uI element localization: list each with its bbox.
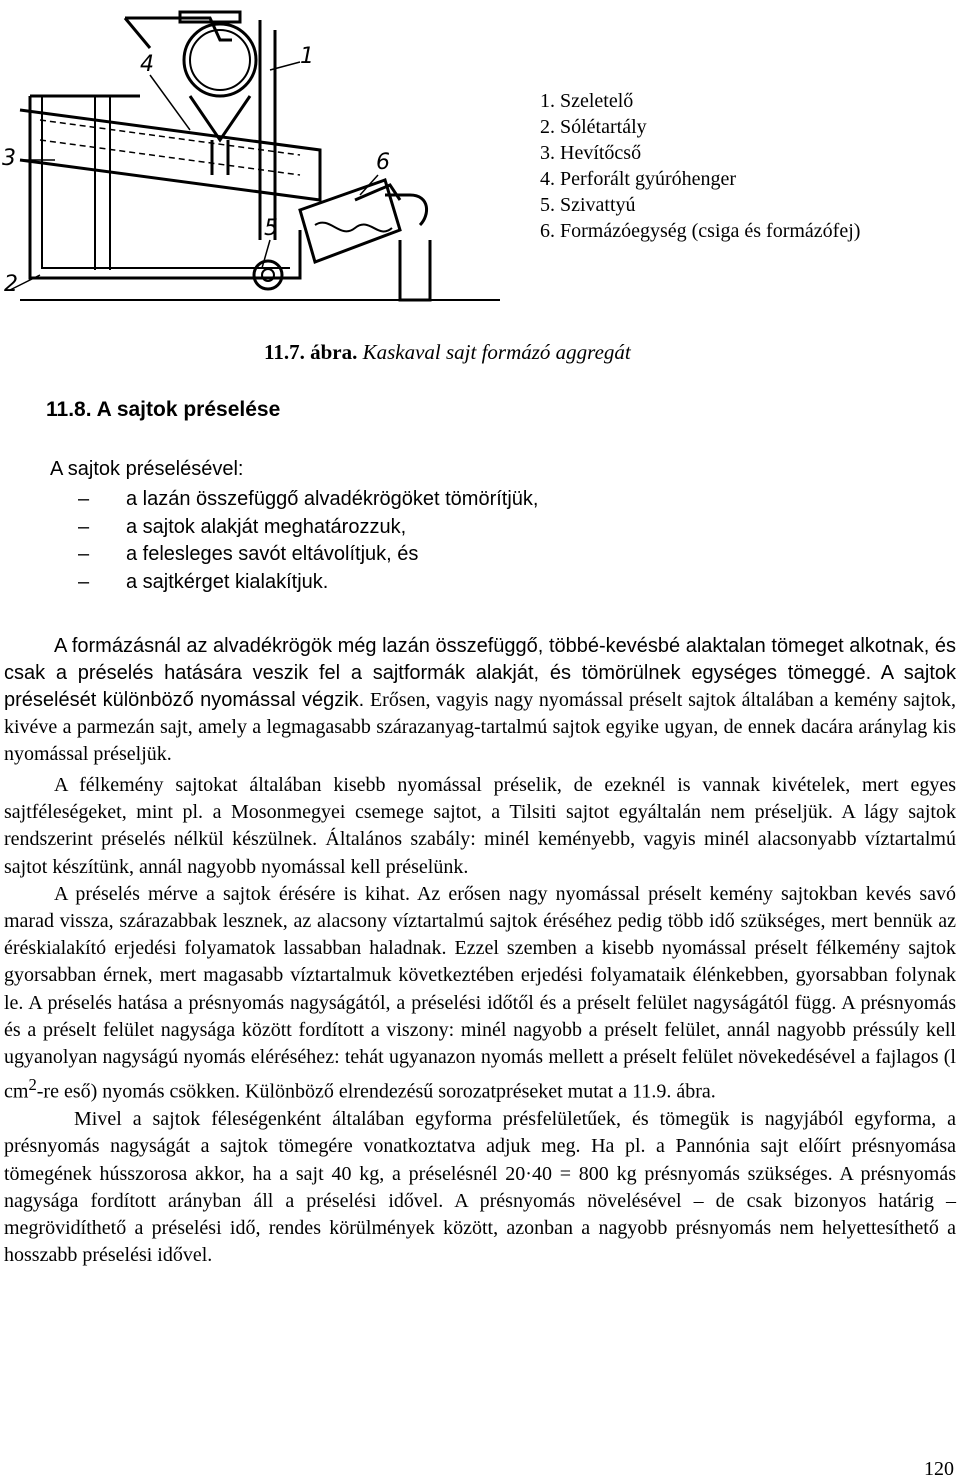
page-number: 120 [924,1458,954,1480]
label-6: 6 [376,150,390,175]
machine-diagram [0,0,540,330]
machine-drawing [0,0,540,330]
paragraph-3 [4,881,956,1106]
paragraph-3-end: -re eső) nyomás csökken. Különböző elrendezésű sorozatpréseket mutat a 11.9. ábra. [36,1080,716,1103]
label-3: 3 [2,146,16,171]
bullet-text: a sajtok alakját meghatározzuk, [126,515,407,538]
legend-item: 4. Perforált gyúróhenger [540,168,737,190]
paragraph-1 [4,633,956,768]
label-4: 4 [140,52,154,77]
bullet-dash: – [78,515,90,538]
body-text [4,772,956,1269]
paragraph-2: A félkemény sajtokat általában kisebb nyomással préselik, de ezeknél is vannak kivételek, mert egyes sajtféleségeket, mint pl. a Mosonmegyei csemege sajtot, a Tilsiti sajtot egyáltalán nem préseljük. A lágy sajtok rendszerint préselés nélkül készülnek. Általános szabály: minél keményebb, vagyis minél alacsonyabb víztartalmú sajtot készítünk, annál nagyobb nyomással kell préselünk. [4,774,956,878]
list-item [78,486,538,514]
paragraph-4: Mivel a sajtok féleségenként általában egyforma présfelületűek, és tömegük is nagyjából egyforma, a présnyomás nagyságát a sajtok tömegére vonatkoztatva adjuk meg. Ha pl. a Pannónia sajt előírt présnyomása tömegének hússzorosa akkor, ha a sajt 40 kg, a préselésnél 20·40 = 800 kg présnyomás szükséges. A présnyomás nagysága fordított arányban áll a préselési idővel. A présnyomás növelésével – de csak bizonyos határig – megrövidíthető a préselési idő, rendes körülmények között, azonban a nagyobb présnyomás nem helyettesíthető a hosszabb préselési idővel. [4,1108,956,1267]
paragraph-1-sans: A formázásnál az alvadékrögök még lazán összefüggő, többé-kevésbé alaktalan tömeget alkotnak, és csak a préselés hatására veszik fel a sajtformák alakját, és tömörülnek egységes tömeggé. A sajtok préselését különböző nyomással végzik. [4,635,956,711]
bullet-dash: – [78,488,90,510]
legend-item: 5. Szivattyú [540,194,636,216]
caption-text: Kaskaval sajt formázó aggregát [362,340,631,364]
bullet-dash: – [78,543,90,565]
legend-item: 1. Szeletelő [540,90,634,112]
bullet-list [78,486,538,596]
label-5: 5 [264,216,278,241]
list-item [78,514,538,542]
list-item [78,569,538,597]
figure-legend [540,88,860,244]
bullet-text: a felesleges savót eltávolítjuk, és [126,543,419,565]
figure-caption [264,340,631,365]
bullet-text: a sajtkérget kialakítjuk. [126,570,329,593]
legend-item: 3. Hevítőcső [540,142,642,164]
section-intro: A sajtok préselésével: [50,458,244,480]
paragraph-1-serif: Erősen, vagyis nagy nyomással préselt sajtok általában a kemény sajtok, kivéve a parmezán sajt, amely a legmagasabb szárazanyag-tartalmú sajtok egyike ugyan, de ennek dacára aránylag kis nyomással préseljük. [4,689,956,765]
list-item [78,541,538,569]
paragraph-3-text: A préselés mérve a sajtok érésére is kihat. Az erősen nagy nyomással préselt kemény sajtokban kevés savó marad vissza, szárazabbak lesznek, az alacsony víztartalmú sajtok éréséhez pedig több idő szükséges, mert bennük az éréskialakító erjedési folyamatok lassabban haladnak. Ezzel szemben a kisebb nyomással préselt félkemény sajtok gyorsabban érnek, mert magasabb víztartalmuk következtében erjedési folyamataik élénkebben, gyorsabban folynak le. A préselés hatása a présnyomás nagyságától, a préselési időtől és a préselt felület nagyságától függ. A présnyomás és a préselt felület nagysága között fordított a viszony: minél nagyobb a préselt felület, annál nagyobb préssúly kell ugyanolyan nagyságú nyomás eléréséhez: tehát ugyanazon nyomás mellett a préselt felület növekedésével a fajlagos (l cm [4,882,956,1103]
caption-number: 11.7. ábra. [264,340,358,364]
legend-item: 2. Sólétartály [540,116,647,138]
label-2: 2 [4,272,18,297]
section-title: 11.8. A sajtok préselése [46,398,281,421]
legend-item: 6. Formázóegység (csiga és formázófej) [540,220,861,242]
superscript: 2 [28,1075,37,1095]
bullet-dash: – [78,570,90,593]
label-1: 1 [300,44,314,69]
bullet-text: a lazán összefüggő alvadékrögöket tömörítjük, [126,488,539,510]
